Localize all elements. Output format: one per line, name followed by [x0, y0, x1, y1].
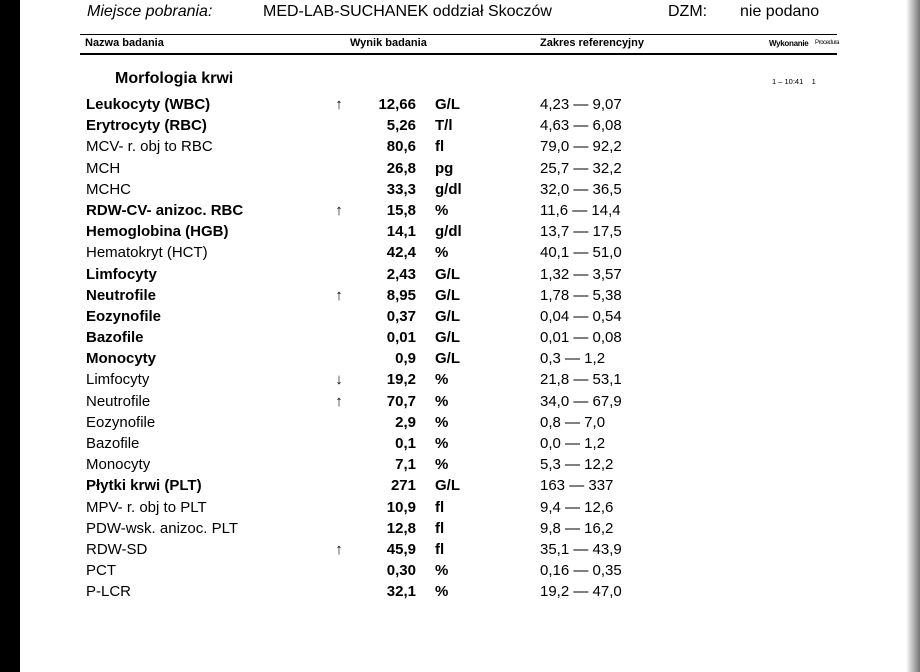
reference-range: 79,0 — 92,2: [540, 138, 622, 156]
reference-range: 0,16 — 0,35: [540, 562, 622, 580]
result-unit: G/L: [435, 350, 460, 368]
test-name: MPV- r. obj to PLT: [86, 498, 207, 516]
table-row: [20, 413, 920, 434]
reference-range: 0,04 — 0,54: [540, 307, 622, 325]
test-name: PCT: [86, 562, 116, 580]
result-value: 2,9: [395, 413, 416, 431]
lab-report-page: [20, 0, 920, 672]
result-unit: %: [435, 392, 449, 410]
table-row: [20, 349, 920, 370]
reference-range: 9,8 — 16,2: [540, 519, 614, 537]
table-row: [20, 455, 920, 476]
table-row: [20, 222, 920, 243]
table-row: [20, 286, 920, 307]
result-unit: G/L: [435, 265, 460, 283]
result-unit: G/L: [435, 286, 460, 304]
result-value: 8,95: [386, 286, 416, 304]
reference-range: 25,7 — 32,2: [540, 159, 622, 177]
result-value: 0,37: [386, 307, 416, 325]
result-flag: ↑: [335, 96, 343, 113]
reference-range: 35,1 — 43,9: [540, 540, 622, 558]
result-value: 80,6: [386, 138, 416, 156]
column-header-result: Wynik badania: [350, 37, 427, 49]
result-value: 0,30: [386, 562, 416, 580]
reference-range: 19,2 — 47,0: [540, 583, 622, 601]
result-flag: ↑: [335, 540, 343, 558]
location-label: Miejsce pobrania:: [87, 3, 213, 20]
result-value: 7,1: [395, 456, 416, 474]
test-name: Hematokryt (HCT): [86, 244, 208, 262]
section-exec-id: 1: [811, 77, 816, 86]
table-row: [20, 540, 920, 561]
dzm-label: DZM:: [668, 3, 708, 20]
test-name: MCV- r. obj to RBC: [86, 138, 213, 156]
table-row: [20, 137, 920, 158]
test-name: Neutrofile: [86, 286, 157, 304]
result-value: 14,1: [386, 223, 416, 241]
result-unit: T/l: [435, 117, 453, 135]
result-unit: %: [435, 413, 449, 431]
result-unit: G/L: [435, 329, 460, 347]
reference-range: 0,0 — 1,2: [540, 435, 606, 452]
test-name: P-LCR: [86, 583, 132, 601]
result-flag: ↑: [335, 392, 343, 410]
result-value: 19,2: [386, 371, 416, 389]
column-header-name: Nazwa badania: [85, 37, 164, 49]
table-row: [20, 265, 920, 286]
reference-range: 0,8 — 7,0: [540, 413, 606, 431]
reference-range: 21,8 — 53,1: [540, 371, 622, 389]
table-row: [20, 498, 920, 519]
result-value: 33,3: [386, 180, 416, 198]
result-value: 2,43: [386, 265, 416, 283]
test-name: Bazofile: [86, 435, 140, 452]
test-name: RDW-CV- anizoc. RBC: [86, 201, 244, 219]
result-unit: %: [435, 244, 449, 262]
result-unit: G/L: [435, 477, 460, 495]
test-name: Leukocyty (WBC): [86, 96, 211, 113]
column-header-execution: Wykonanie: [769, 39, 809, 48]
result-value: 45,9: [386, 540, 416, 558]
table-row: [20, 159, 920, 180]
result-unit: g/dl: [435, 223, 462, 241]
column-header-procedure: Procedura: [815, 40, 840, 46]
table-row: [20, 243, 920, 264]
test-name: Monocyty: [86, 350, 157, 368]
reference-range: 34,0 — 67,9: [540, 392, 622, 410]
report-top-line: [20, 0, 920, 28]
result-unit: %: [435, 583, 449, 601]
reference-range: 1,32 — 3,57: [540, 265, 622, 283]
test-name: Erytrocyty (RBC): [86, 117, 207, 135]
result-unit: %: [435, 371, 449, 389]
result-value: 0,1: [395, 435, 416, 452]
result-value: 15,8: [386, 201, 416, 219]
test-name: PDW-wsk. anizoc. PLT: [86, 519, 238, 537]
result-unit: fl: [435, 138, 445, 156]
reference-range: 0,3 — 1,2: [540, 350, 606, 368]
result-unit: G/L: [435, 307, 460, 325]
result-value: 70,7: [386, 392, 416, 410]
result-flag: ↑: [335, 201, 343, 219]
reference-range: 4,23 — 9,07: [540, 96, 622, 113]
test-name: RDW-SD: [86, 540, 148, 558]
dzm-value: nie podano: [740, 3, 820, 20]
reference-range: 5,3 — 12,2: [540, 456, 614, 474]
table-row: [20, 370, 920, 391]
reference-range: 163 — 337: [540, 477, 614, 495]
result-unit: g/dl: [435, 180, 462, 198]
section-exec-time: 1 – 10:41: [772, 77, 804, 86]
page-edge-shadow: [906, 0, 920, 672]
reference-range: 0,01 — 0,08: [540, 329, 622, 347]
result-unit: %: [435, 435, 449, 452]
result-unit: pg: [435, 159, 454, 177]
result-value: 271: [390, 477, 416, 495]
result-value: 10,9: [386, 498, 416, 516]
table-row: [20, 519, 920, 540]
test-name: MCHC: [86, 180, 131, 198]
test-name: Bazofile: [86, 329, 144, 347]
result-value: 26,8: [386, 159, 416, 177]
section-execution-info: [772, 77, 816, 86]
column-header-range: Zakres referencyjny: [540, 37, 644, 49]
result-unit: fl: [435, 519, 445, 537]
table-row: [20, 434, 920, 455]
table-header: [80, 34, 840, 55]
reference-range: 9,4 — 12,6: [540, 498, 614, 516]
results-table: [20, 95, 920, 604]
test-name: Hemoglobina (HGB): [86, 223, 229, 241]
result-unit: fl: [435, 540, 445, 558]
reference-range: 1,78 — 5,38: [540, 286, 622, 304]
test-name: MCH: [86, 159, 121, 177]
result-unit: %: [435, 456, 449, 474]
section-title: Morfologia krwi: [115, 70, 234, 87]
result-value: 0,9: [395, 350, 416, 368]
result-value: 12,66: [378, 96, 416, 113]
table-row: [20, 95, 920, 116]
test-name: Limfocyty: [86, 371, 150, 389]
table-row: [20, 116, 920, 137]
test-name: Eozynofile: [86, 413, 156, 431]
result-unit: G/L: [435, 96, 460, 113]
test-name: Neutrofile: [86, 392, 151, 410]
result-unit: %: [435, 562, 449, 580]
result-value: 32,1: [386, 583, 416, 601]
reference-range: 40,1 — 51,0: [540, 244, 622, 262]
result-value: 5,26: [386, 117, 416, 135]
table-row: [20, 201, 920, 222]
result-flag: ↑: [335, 286, 343, 304]
reference-range: 32,0 — 36,5: [540, 180, 622, 198]
lab-name: MED-LAB-SUCHANEK oddział Skoczów: [263, 3, 552, 20]
table-row: [20, 307, 920, 328]
result-value: 12,8: [386, 519, 416, 537]
result-value: 0,01: [386, 329, 416, 347]
table-row: [20, 476, 920, 497]
result-unit: %: [435, 201, 449, 219]
table-row: [20, 392, 920, 413]
reference-range: 4,63 — 6,08: [540, 117, 622, 135]
table-row: [20, 582, 920, 603]
table-row: [20, 180, 920, 201]
test-name: Monocyty: [86, 456, 151, 474]
result-flag: ↓: [335, 371, 343, 389]
result-value: 42,4: [386, 244, 416, 262]
table-row: [20, 561, 920, 582]
table-row: [20, 328, 920, 349]
test-name: Eozynofile: [86, 307, 162, 325]
reference-range: 11,6 — 14,4: [540, 201, 621, 219]
result-unit: fl: [435, 498, 445, 516]
reference-range: 13,7 — 17,5: [540, 223, 622, 241]
test-name: Limfocyty: [86, 265, 157, 283]
test-name: Płytki krwi (PLT): [86, 477, 202, 495]
